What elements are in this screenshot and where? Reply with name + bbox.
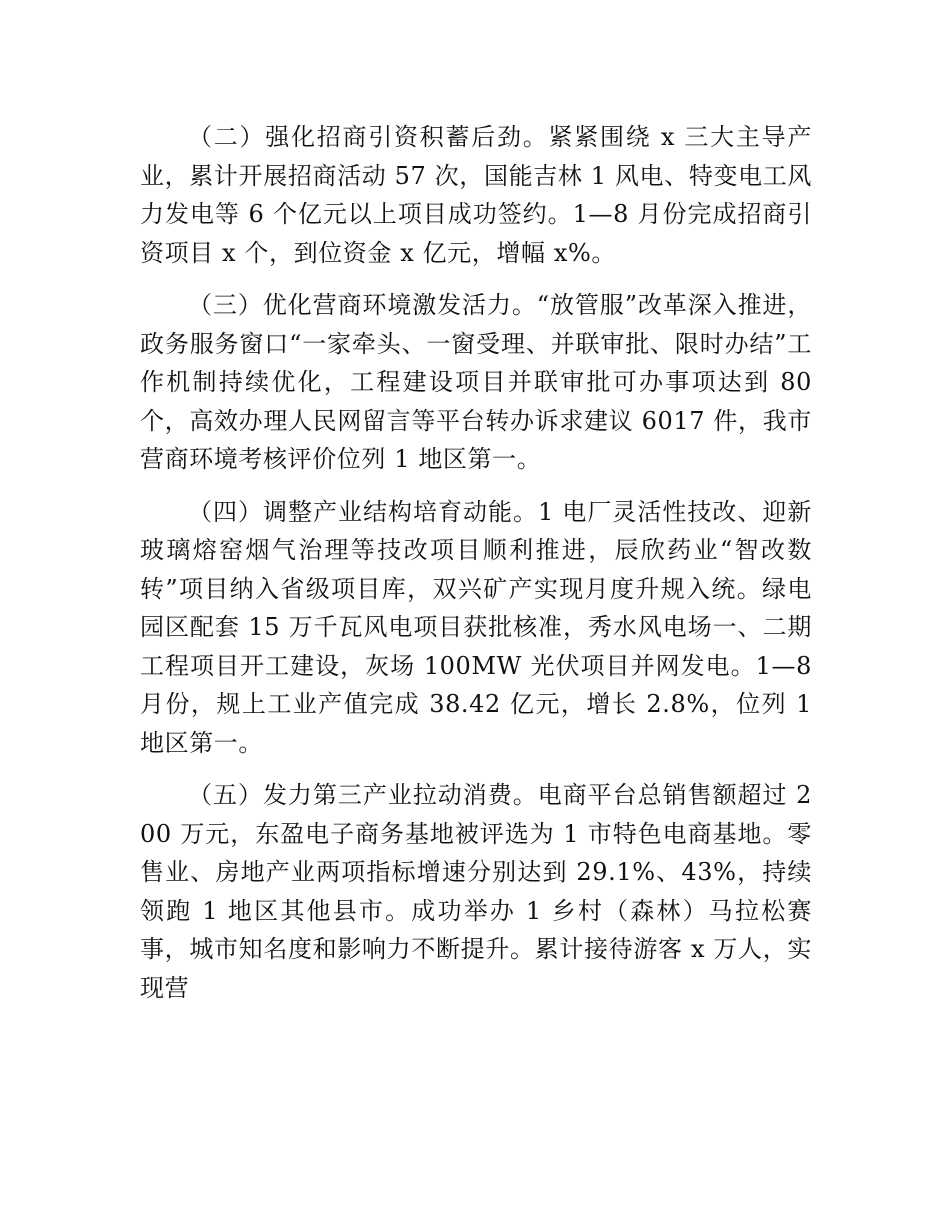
paragraph-attract-investment: （二）强化招商引资积蓄后劲。紧紧围绕 x 三大主导产业，累计开展招商活动 57 次，国能吉林 1 风电、特变电工风力发电等 6 个亿元以上项目成功签约。1—8 月份完成招商引资项目 x 个，到位资金 x 亿元，增幅 x%。 <box>140 123 812 267</box>
paragraph-industrial-structure: （四）调整产业结构培育动能。1 电厂灵活性技改、迎新玻璃熔窑烟气治理等技改项目顺利推进，辰欣药业“智改数转”项目纳入省级项目库，双兴矿产实现月度升规入统。绿电园区配套 15 万千瓦风电项目获批核准，秀水风电场一、二期工程项目开工建设，灰场 100MW 光伏项目并网发电。1—8 月份，规上工业产值完成 38.42 亿元，增长 2.8%，位列 1 地区第一。 <box>140 497 812 757</box>
paragraph-tertiary-industry: （五）发力第三产业拉动消费。电商平台总销售额超过 200 万元，东盈电子商务基地被评选为 1 市特色电商基地。零售业、房地产业两项指标增速分别达到 29.1%、43%，持续领跑 1 地区其他县市。成功举办 1 乡村（森林）马拉松赛事，城市知名度和影响力不断提升。累计接待游客 x 万人，实现营 <box>140 781 812 1002</box>
paragraph-business-environment: （三）优化营商环境激发活力。“放管服”改革深入推进，政务服务窗口“一家牵头、一窗受理、并联审批、限时办结”工作机制持续优化，工程建设项目并联审批可办事项达到 80 个，高效办理人民网留言等平台转办诉求建议 6017 件，我市营商环境考核评价位列 1 地区第一。 <box>140 291 812 473</box>
document-body <box>140 118 812 1021</box>
